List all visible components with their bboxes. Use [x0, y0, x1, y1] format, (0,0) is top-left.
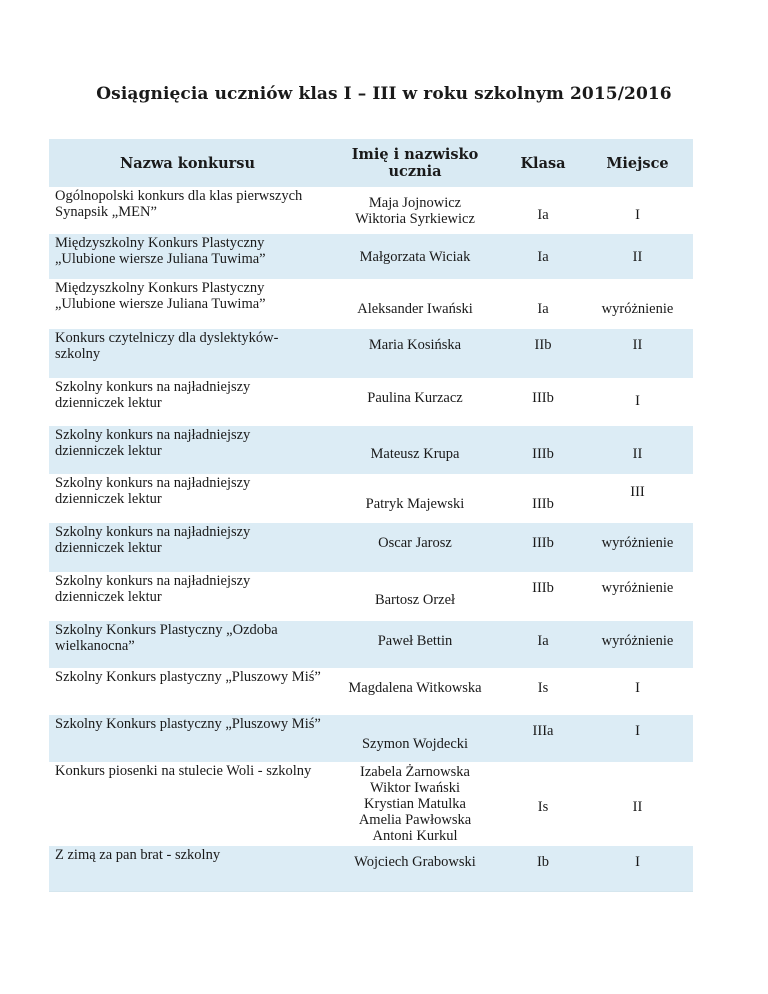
cell-student-names	[326, 621, 504, 668]
cell-student-names-text: Aleksander Iwański	[357, 301, 473, 317]
cell-class	[504, 378, 582, 426]
cell-student-names-text: Małgorzata Wiciak	[359, 249, 471, 265]
cell-class	[504, 668, 582, 715]
cell-contest-name-text: Szkolny Konkurs Plastyczny „Ozdoba wielkanocna”	[55, 622, 278, 654]
cell-class	[504, 846, 582, 892]
cell-student-names-text: Maria Kosińska	[368, 337, 462, 353]
table-row	[49, 846, 693, 892]
cell-place	[582, 234, 693, 279]
cell-student-names	[326, 279, 504, 329]
cell-place	[582, 846, 693, 892]
header-contest-name: Nazwa konkursu	[49, 139, 326, 187]
cell-contest-name	[49, 572, 326, 621]
cell-place-text: II	[632, 337, 643, 353]
document-title: Osiągnięcia uczniów klas I – III w roku szkolnym 2015/2016	[96, 84, 672, 104]
cell-place-text: II	[632, 249, 643, 265]
table-row	[49, 668, 693, 715]
table-row	[49, 621, 693, 668]
cell-place	[582, 329, 693, 378]
cell-place-text: I	[635, 680, 640, 696]
cell-class	[504, 621, 582, 668]
cell-place-text: III	[630, 484, 645, 500]
cell-place	[582, 668, 693, 715]
cell-place-text: I	[635, 207, 640, 223]
table-header-row	[49, 139, 693, 187]
cell-place-text: wyróżnienie	[601, 301, 674, 317]
cell-class	[504, 279, 582, 329]
cell-class-text: Ia	[537, 301, 549, 317]
table-row	[49, 378, 693, 426]
cell-place	[582, 621, 693, 668]
cell-contest-name-text: Międzyszkolny Konkurs Plastyczny „Ulubione wiersze Juliana Tuwima”	[55, 280, 266, 312]
cell-student-names	[326, 378, 504, 426]
cell-place	[582, 572, 693, 621]
cell-student-names	[326, 572, 504, 621]
cell-student-names-text: Izabela Żarnowska Wiktor Iwański Krystian Matulka Amelia Pawłowska Antoni Kurkul	[358, 764, 472, 844]
cell-student-names	[326, 523, 504, 572]
cell-contest-name-text: Szkolny Konkurs plastyczny „Pluszowy Miś”	[55, 669, 321, 685]
cell-student-names	[326, 187, 504, 234]
cell-place	[582, 426, 693, 474]
cell-contest-name	[49, 668, 326, 715]
cell-student-names	[326, 234, 504, 279]
cell-class	[504, 329, 582, 378]
cell-place-text: II	[632, 446, 643, 462]
cell-class-text: IIb	[534, 337, 552, 353]
cell-student-names	[326, 762, 504, 846]
header-class: Klasa	[504, 139, 582, 187]
cell-student-names-text: Patryk Majewski	[365, 496, 465, 512]
cell-class-text: Ia	[537, 633, 549, 649]
cell-place	[582, 523, 693, 572]
table-row	[49, 234, 693, 279]
cell-class-text: IIIb	[532, 535, 554, 551]
cell-contest-name-text: Konkurs piosenki na stulecie Woli - szkolny	[55, 763, 312, 779]
cell-student-names-text: Szymon Wojdecki	[361, 736, 469, 752]
cell-class	[504, 234, 582, 279]
cell-student-names	[326, 329, 504, 378]
table-row	[49, 329, 693, 378]
cell-contest-name	[49, 474, 326, 523]
cell-contest-name-text: Z zimą za pan brat - szkolny	[55, 847, 221, 863]
achievements-table	[49, 139, 693, 892]
cell-class-text: Ib	[536, 854, 550, 870]
cell-contest-name	[49, 715, 326, 762]
cell-contest-name-text: Szkolny Konkurs plastyczny „Pluszowy Miś”	[55, 716, 321, 732]
table-row	[49, 715, 693, 762]
cell-contest-name-text: Szkolny konkurs na najładniejszy dzienniczek lektur	[55, 427, 251, 459]
cell-class-text: Ia	[537, 249, 549, 265]
cell-contest-name-text: Ogólnopolski konkurs dla klas pierwszych Synapsik „MEN”	[55, 188, 303, 220]
cell-class	[504, 187, 582, 234]
cell-student-names	[326, 846, 504, 892]
cell-contest-name-text: Szkolny konkurs na najładniejszy dzienniczek lektur	[55, 573, 251, 605]
cell-class	[504, 715, 582, 762]
cell-place-text: II	[632, 799, 643, 815]
cell-place-text: wyróżnienie	[601, 580, 674, 596]
cell-class	[504, 572, 582, 621]
table-row	[49, 572, 693, 621]
cell-student-names	[326, 474, 504, 523]
cell-class	[504, 523, 582, 572]
header-place: Miejsce	[582, 139, 693, 187]
cell-contest-name-text: Szkolny konkurs na najładniejszy dzienniczek lektur	[55, 379, 251, 411]
cell-contest-name	[49, 378, 326, 426]
cell-contest-name	[49, 234, 326, 279]
cell-student-names-text: Magdalena Witkowska	[348, 680, 482, 696]
cell-student-names-text: Wojciech Grabowski	[354, 854, 476, 870]
cell-contest-name-text: Konkurs czytelniczy dla dyslektyków- szkolny	[55, 330, 279, 362]
cell-student-names-text: Paulina Kurzacz	[367, 390, 463, 406]
table-row	[49, 279, 693, 329]
cell-class-text: IIIb	[532, 390, 554, 406]
cell-contest-name	[49, 329, 326, 378]
cell-class-text: Ia	[537, 207, 549, 223]
cell-student-names	[326, 668, 504, 715]
cell-place	[582, 715, 693, 762]
cell-contest-name	[49, 621, 326, 668]
cell-place	[582, 762, 693, 846]
cell-class	[504, 426, 582, 474]
cell-class-text: IIIb	[532, 496, 554, 512]
cell-contest-name	[49, 187, 326, 234]
cell-student-names-text: Oscar Jarosz	[378, 535, 452, 551]
cell-student-names-text: Paweł Bettin	[377, 633, 453, 649]
cell-class-text: IIIb	[532, 446, 554, 462]
cell-place	[582, 279, 693, 329]
cell-class	[504, 474, 582, 523]
cell-student-names	[326, 715, 504, 762]
cell-student-names-text: Bartosz Orzeł	[374, 592, 456, 608]
cell-place-text: wyróżnienie	[601, 535, 674, 551]
cell-place-text: I	[635, 854, 640, 870]
table-row	[49, 762, 693, 846]
table-row	[49, 523, 693, 572]
table-row	[49, 474, 693, 523]
cell-place	[582, 187, 693, 234]
cell-contest-name	[49, 523, 326, 572]
cell-contest-name-text: Szkolny konkurs na najładniejszy dzienniczek lektur	[55, 524, 251, 556]
cell-student-names	[326, 426, 504, 474]
cell-place-text: I	[635, 393, 640, 409]
cell-student-names-text: Mateusz Krupa	[370, 446, 460, 462]
cell-place	[582, 378, 693, 426]
table-row	[49, 187, 693, 234]
cell-contest-name-text: Szkolny konkurs na najładniejszy dzienniczek lektur	[55, 475, 251, 507]
cell-class-text: Is	[537, 799, 549, 815]
cell-class-text: IIIb	[532, 580, 554, 596]
cell-contest-name	[49, 426, 326, 474]
cell-place	[582, 474, 693, 523]
cell-place-text: wyróżnienie	[601, 633, 674, 649]
cell-contest-name	[49, 762, 326, 846]
cell-contest-name	[49, 279, 326, 329]
cell-contest-name-text: Międzyszkolny Konkurs Plastyczny „Ulubione wiersze Juliana Tuwima”	[55, 235, 266, 267]
table-row	[49, 426, 693, 474]
cell-class-text: Is	[537, 680, 549, 696]
cell-place-text: I	[635, 723, 640, 739]
header-student-name: Imię i nazwisko ucznia	[326, 139, 504, 187]
cell-class	[504, 762, 582, 846]
cell-contest-name	[49, 846, 326, 892]
cell-student-names-text: Maja Jojnowicz Wiktoria Syrkiewicz	[355, 195, 475, 227]
cell-class-text: IIIa	[532, 723, 554, 739]
